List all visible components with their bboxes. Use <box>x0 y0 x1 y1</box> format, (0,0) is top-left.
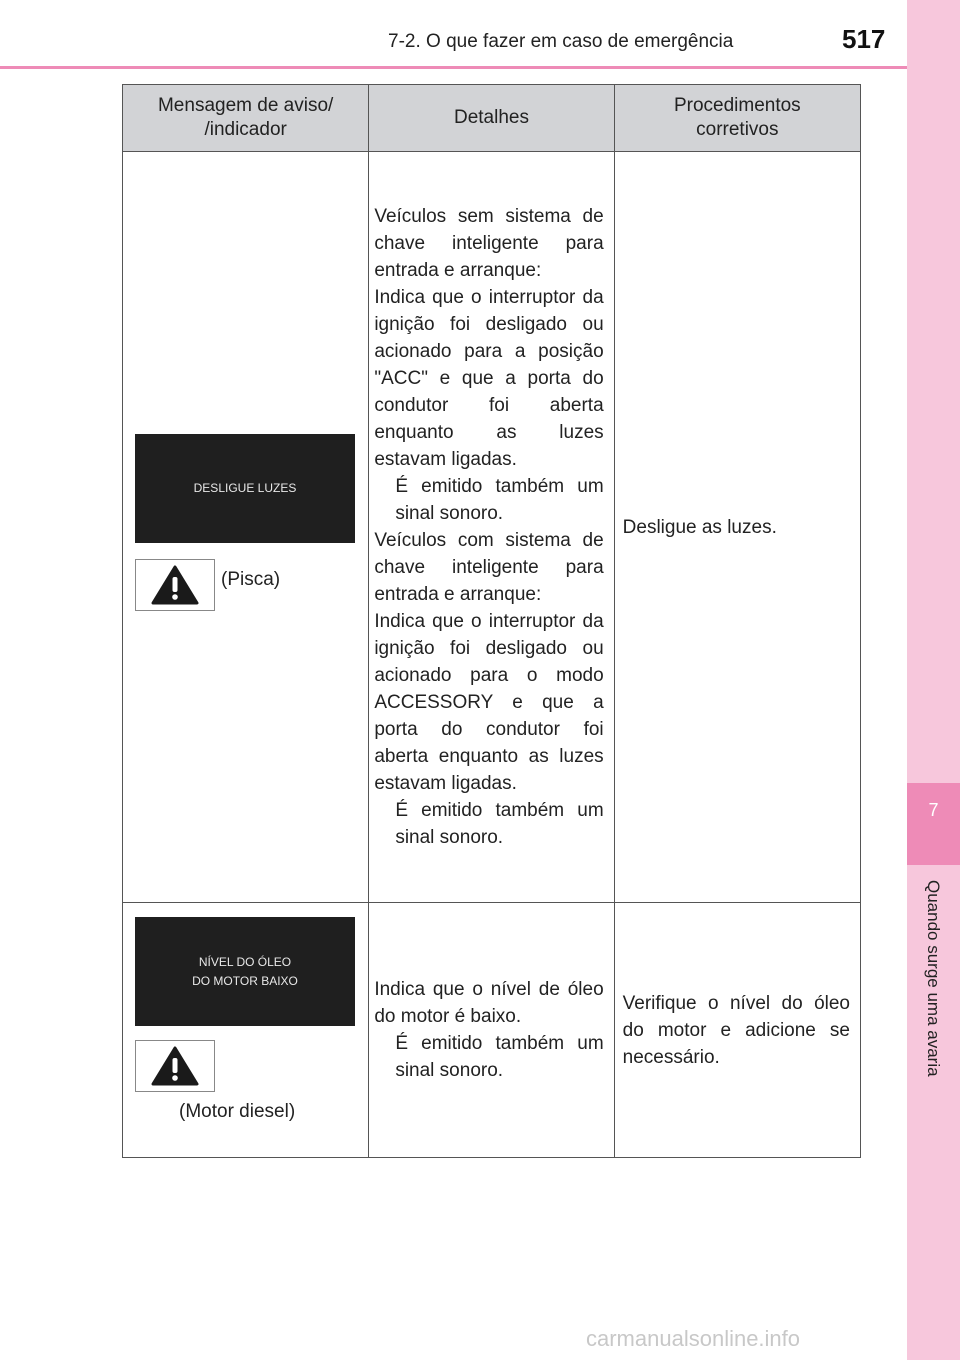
table-row <box>123 903 861 1158</box>
screen-text: DO MOTOR BAIXO <box>192 973 298 988</box>
details-text: Veículos com sistema de chave inteligente para entrada e arranque: <box>374 530 604 605</box>
chapter-sidebar <box>907 0 960 1360</box>
column-header-details: Detalhes <box>369 85 614 152</box>
corrective-cell: Desligue as luzes. <box>614 152 860 903</box>
indicator-caption: (Pisca) <box>221 569 281 590</box>
display-screen <box>135 434 355 543</box>
details-text: Indica que o interruptor da ignição foi desligado ou acionado para o modo ACCESSORY e que a porta do condutor foi aberta enquanto as luzes estavam ligadas. <box>374 611 604 794</box>
details-note: É emitido também um sinal sonoro. <box>395 1033 604 1081</box>
header-divider <box>0 66 907 69</box>
warning-triangle-icon <box>151 565 199 605</box>
table-header-row <box>123 85 861 152</box>
details-text: Indica que o interruptor da ignição foi desligado ou acionado para a posição "ACC" e que a porta do condutor foi aberta enquanto as luzes estavam ligadas. <box>374 287 604 470</box>
message-cell <box>123 903 369 1158</box>
chapter-tab[interactable] <box>907 783 960 865</box>
warning-triangle-icon <box>151 1046 199 1086</box>
details-text: Veículos sem sistema de chave inteligente para entrada e arranque: <box>374 206 604 281</box>
warning-table <box>122 84 861 1158</box>
details-cell <box>369 903 614 1158</box>
column-header-corrective: Procedimentos corretivos <box>614 85 860 152</box>
table-row <box>123 152 861 903</box>
warning-indicator <box>135 559 215 611</box>
watermark: carmanualsonline.info <box>586 1326 801 1351</box>
message-cell <box>123 152 369 903</box>
details-note: É emitido também um sinal sonoro. <box>395 800 604 848</box>
indicator-caption: (Motor diesel) <box>179 1101 296 1122</box>
corrective-cell: Verifique o nível do óleo do motor e adicione se necessário. <box>614 903 860 1158</box>
details-note: É emitido também um sinal sonoro. <box>395 476 604 524</box>
column-header-message: Mensagem de aviso/ /indicador <box>123 85 369 152</box>
warning-indicator <box>135 1040 215 1092</box>
page-number: 517 <box>842 24 886 54</box>
section-title: 7-2. O que fazer em caso de emergência <box>388 31 734 52</box>
chapter-number: 7 <box>928 800 939 820</box>
screen-text: DESLIGUE LUZES <box>193 481 297 495</box>
details-text: Indica que o nível de óleo do motor é baixo. <box>374 979 604 1027</box>
details-cell <box>369 152 614 903</box>
screen-text: NÍVEL DO ÓLEO <box>198 954 292 969</box>
display-screen <box>135 917 355 1026</box>
